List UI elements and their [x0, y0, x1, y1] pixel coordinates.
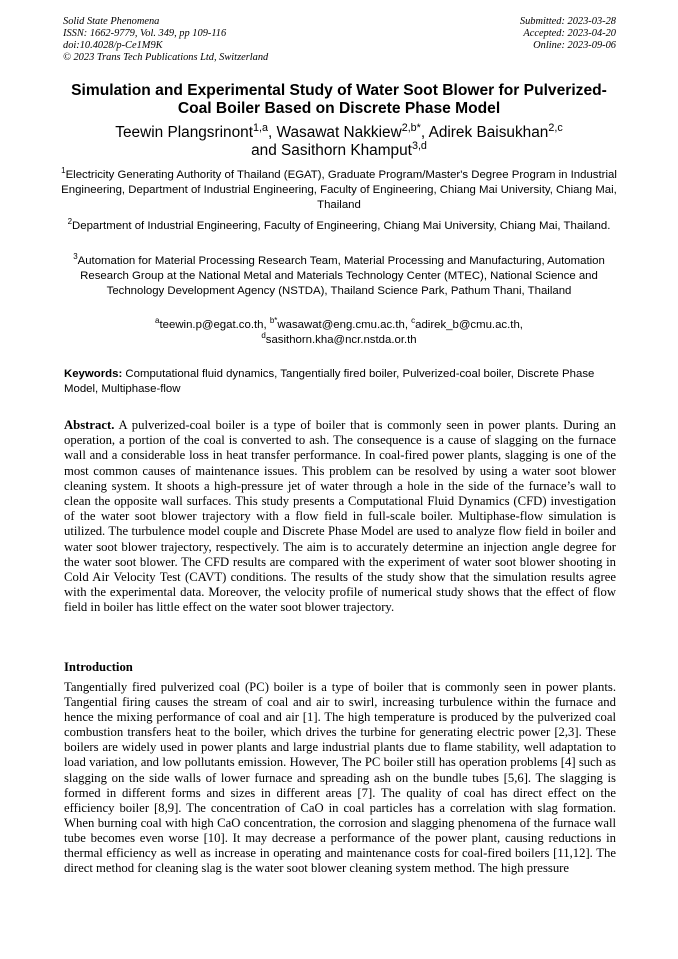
submission-dates — [520, 16, 616, 52]
accepted-date: Accepted: 2023-04-20 — [523, 28, 616, 39]
affiliation-number: 2 — [67, 217, 73, 227]
email-sup: a — [155, 316, 160, 326]
journal-name: Solid State Phenomena — [63, 16, 160, 27]
email-link[interactable]: adirek_b@cmu.ac.th, — [415, 319, 523, 331]
affiliation-3 — [60, 254, 618, 299]
author-name: Wasawat Nakkiew — [276, 124, 402, 141]
journal-info — [63, 16, 268, 64]
submitted-date: Submitted: 2023-03-28 — [519, 16, 616, 27]
author-name: Sasithorn Khamput — [281, 142, 412, 159]
author-list — [60, 121, 618, 160]
abstract-label: Abstract. — [64, 418, 115, 432]
journal-copyright: © 2023 Trans Tech Publications Ltd, Switzerland — [63, 52, 269, 63]
introduction-body: Tangentially fired pulverized coal (PC) boiler is a type of boiler that is commonly seen in power plants. Tangential firing causes the stream of coal and air to swirl, increasing turbulence within the furnace and hence the mixing performance of coal and air [1]. The high temperature is produced by the pulverized coal combustion transfers heat to the boiler, which drives the turbine for generating electric power [2,3]. These boilers are widely used in power plants and large industrial plants due to flame stability, well adaptation to load variation, and low pollutants emission. However, The PC boiler still has operation problems [4] such as slagging on the side walls of lower furnace and spreading ash on the bundle tubes [5,6]. The slagging is formed in different forms and sizes in different areas [7]. The quality of coal has direct effect on the efficiency boiler [8,9]. The concentration of CaO in coal particles has a correlation with slag formation. When burning coal with high CaO concentration, the corrosion and slagging phenomena of the furnace wall tube becomes even worse [10]. It may decrease a performance of the power plant, causing reductions in thermal efficiency as well as increase in operating and maintenance costs for coal-fired boilers [11,12]. The direct method for cleaning slag is the water soot blower cleaning system method. The high pressure — [64, 680, 616, 876]
email-link[interactable]: teewin.p@egat.co.th, — [159, 319, 270, 331]
email-list — [60, 318, 618, 348]
section-heading-introduction: Introduction — [64, 660, 133, 674]
title-line-2: Coal Boiler Based on Discrete Phase Model — [177, 100, 501, 117]
title-line-1: Simulation and Experimental Study of Water Soot Blower for Pulverized- — [71, 82, 607, 99]
journal-issn: ISSN: 1662-9779, Vol. 349, pp 109-116 — [63, 28, 227, 39]
author-and: and — [251, 142, 282, 159]
authors-line-1 — [60, 121, 618, 142]
author-separator: , — [267, 124, 277, 141]
affiliation-number: 3 — [73, 252, 78, 262]
keywords-text: Computational fluid dynamics, Tangentially fired boiler, Pulverized-coal boiler, Discrete Phase Model, Multiphase-flow — [64, 368, 595, 395]
abstract-text: A pulverized-coal boiler is a type of boiler that is commonly seen in power plants. During an operation, a portion of the coal is converted to ash. The consequence is a cause of slagging on the furnace wall and a considerable loss in heat transfer performance. In coal-fired power plants, slagging is one of the most common causes of maintenance issues. This problem can be resolved by using a water soot blower cleaning system. It shoots a high-pressure jet of water through a hole in the side of the furnace’s wall to clean the opposite wall surfaces. This study presents a Computational Fluid Dynamics (CFD) investigation of the water soot blower trajectory with a flow field in full-scale boiler. Multiphase-flow simulation is utilized. The turbulence model couple and Discrete Phase Model are used to analyze flow field in boiler and water soot blower trajectory, respectively. The aim is to accurately determine an injection angle degree for the water soot blower. The CFD results are compared with the experiment of water soot blower shooting in Cold Air Velocity Test (CAVT) conditions. The results of the study show that the simulation results agree with the experimental data. Moreover, the velocity profile of numerical study shows that the effect of flow field in boiler has little effect on the water soot blower trajectory. — [64, 418, 616, 615]
affiliation-text: Department of Industrial Engineering, Faculty of Engineering, Chiang Mai University, Chiang Mai, Thailand. — [72, 220, 611, 232]
author-sup: 2,c — [548, 121, 563, 134]
affiliation-2 — [60, 219, 618, 234]
email-sup: b* — [269, 316, 278, 326]
email-link[interactable]: sasithorn.kha@ncr.nstda.or.th — [265, 334, 417, 346]
affiliation-number: 1 — [61, 166, 66, 176]
paper-title — [50, 82, 628, 118]
online-date: Online: 2023-09-06 — [533, 40, 616, 51]
email-link[interactable]: wasawat@eng.cmu.ac.th, — [277, 319, 412, 331]
authors-line-2 — [60, 139, 618, 160]
keywords-label: Keywords: — [64, 368, 123, 380]
author-name: Teewin Plangsrinont — [115, 124, 254, 141]
keywords — [64, 367, 616, 397]
author-sup: 1,a — [253, 121, 268, 134]
email-sup: c — [411, 316, 416, 326]
affiliation-1 — [60, 168, 618, 213]
affiliation-text: Electricity Generating Authority of Thailand (EGAT), Graduate Program/Master's Degree Program in Industrial Engineering, Department of Industrial Engineering, Faculty of Engineering, Chiang Mai University, Chiang Mai, Thailand — [61, 169, 617, 211]
author-sup: 3,d — [411, 139, 427, 152]
journal-doi: doi:10.4028/p-Ce1M9K — [63, 40, 163, 51]
email-sup: d — [261, 331, 266, 341]
abstract — [64, 418, 616, 616]
author-separator: , — [420, 124, 429, 141]
author-sup: 2,b* — [401, 121, 421, 134]
author-name: Adirek Baisukhan — [428, 124, 549, 141]
affiliation-text: Automation for Material Processing Research Team, Material Processing and Manufacturing, Automation Research Group at the National Metal and Materials Technology Center (MTEC), National Science and Technology Development Agency (NSTDA), Thailand Science Park, Pathum Thani, Thailand — [77, 255, 605, 297]
